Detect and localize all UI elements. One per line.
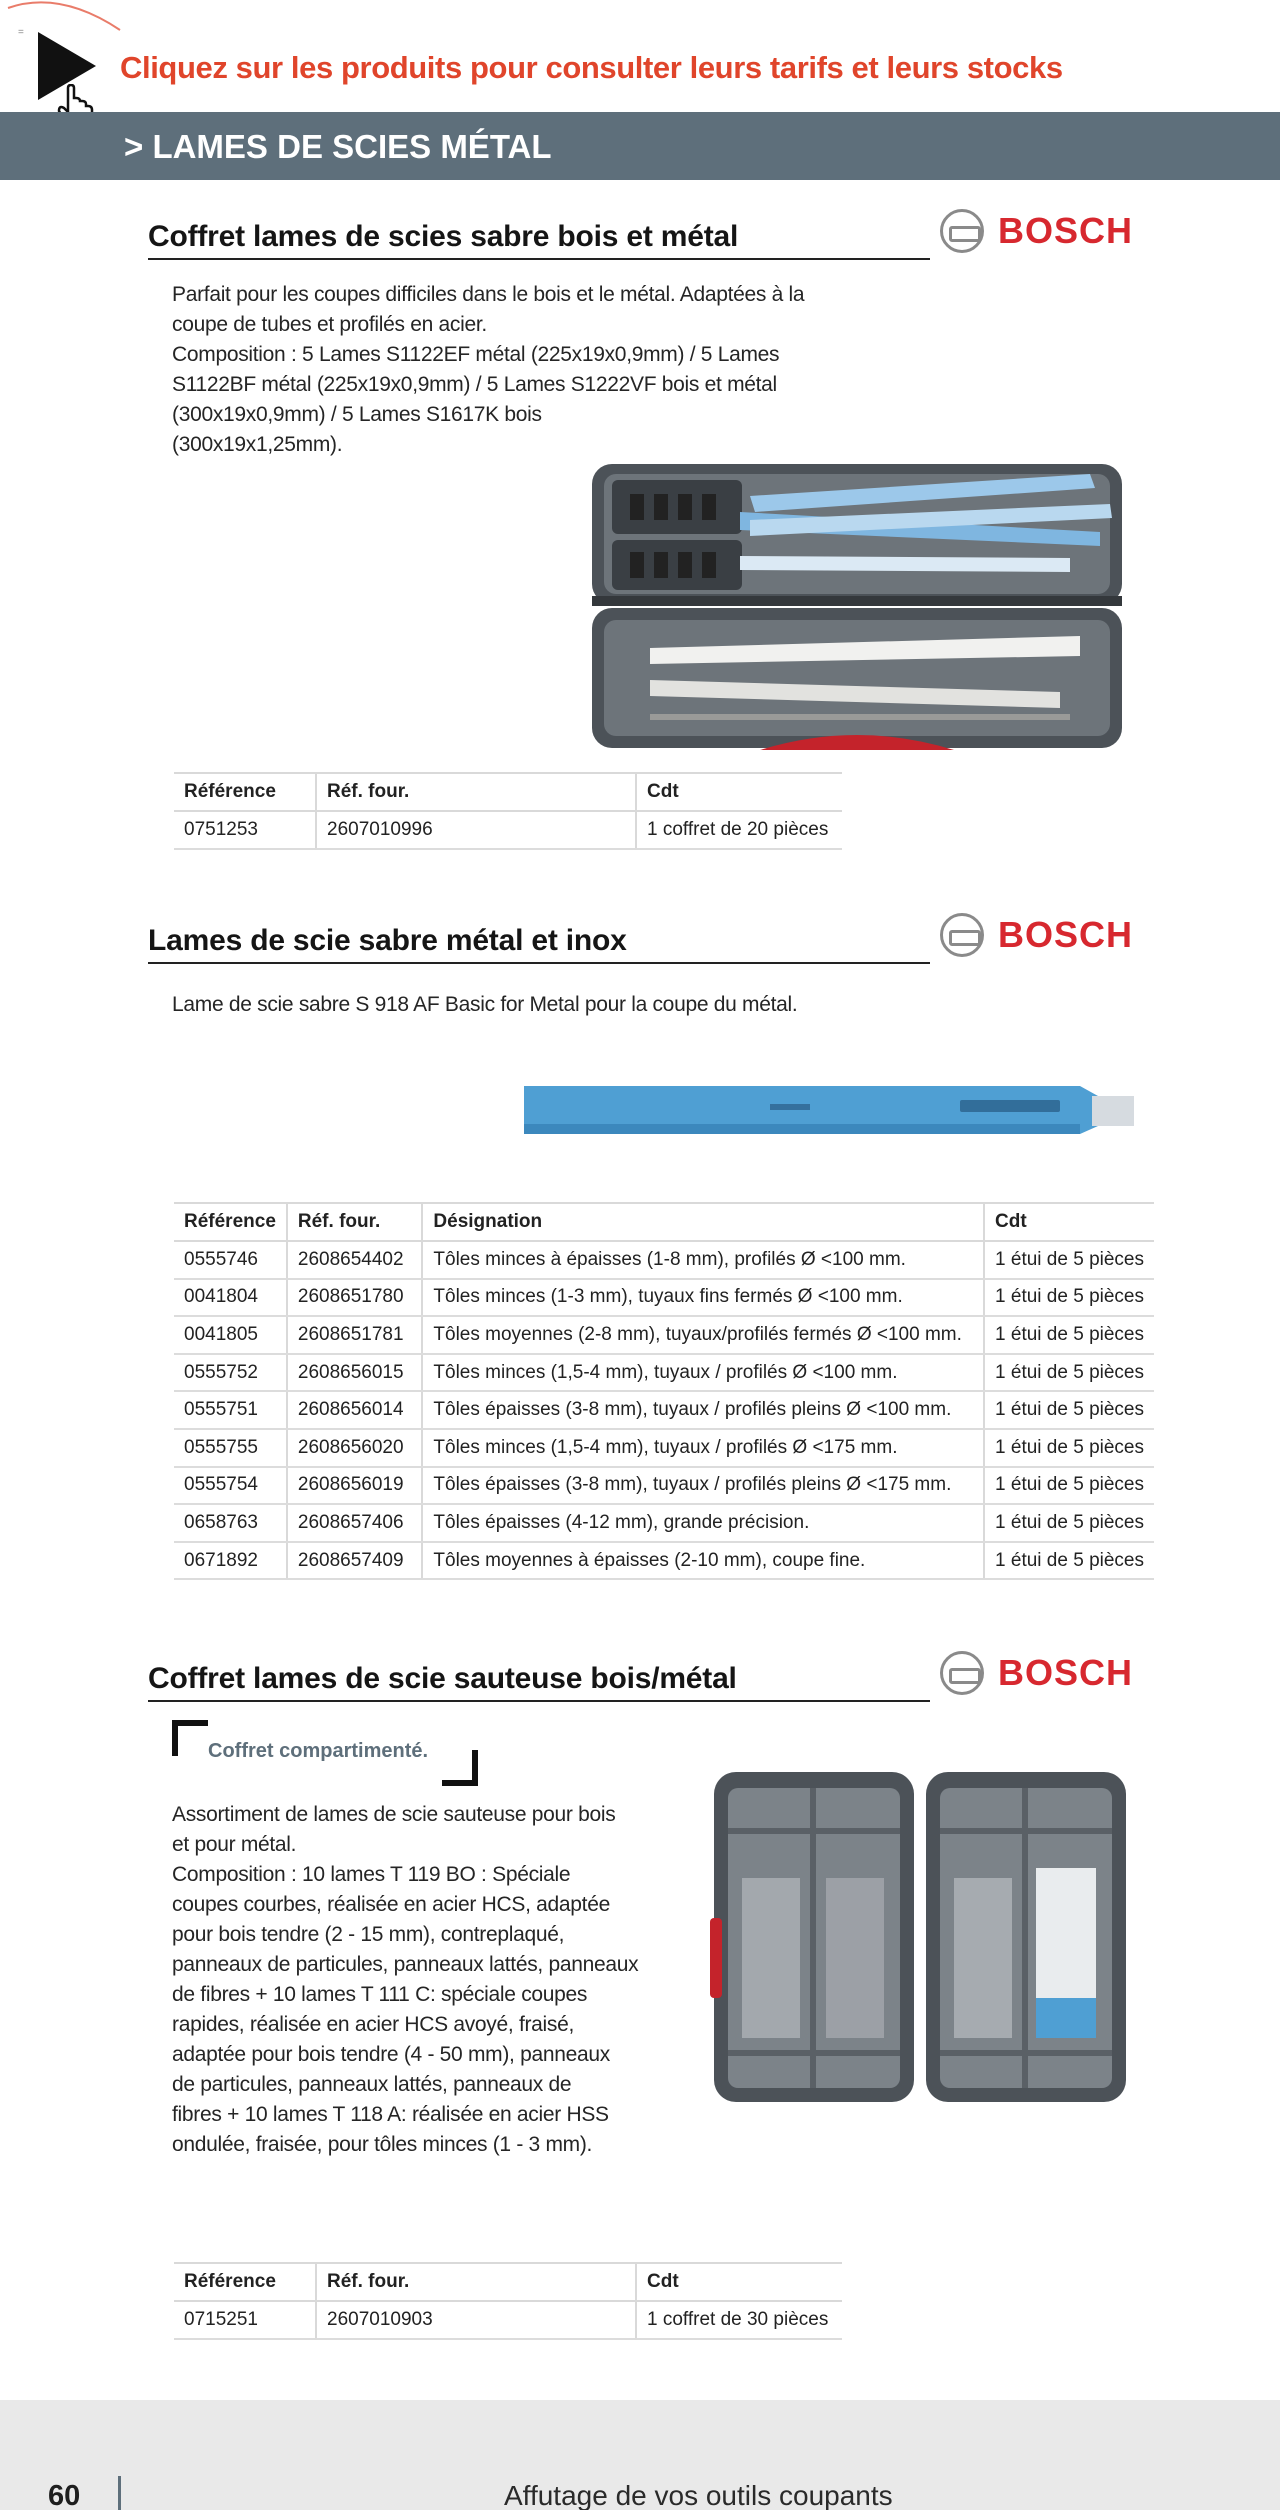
cell-supplier-ref: 2608656014 [287, 1391, 423, 1429]
brand-name: BOSCH [998, 914, 1134, 955]
table-row[interactable] [174, 1467, 1154, 1505]
desc-line: Assortiment de lames de scie sauteuse pour bois [172, 1803, 616, 1826]
cell-designation: Tôles minces (1-3 mm), tuyaux fins fermés Ø <100 mm. [422, 1279, 984, 1317]
desc-line: coupe de tubes et profilés en acier. [172, 313, 487, 336]
brand-logo [940, 1650, 1133, 1696]
desc-line: (300x19x0,9mm) / 5 Lames S1617K bois [172, 403, 542, 426]
brand-logo [940, 208, 1133, 254]
desc-line: et pour métal. [172, 1833, 297, 1856]
col-header: Référence [174, 1203, 287, 1241]
cell-designation: Tôles épaisses (3-8 mm), tuyaux / profilés pleins Ø <100 mm. [422, 1391, 984, 1429]
cell-reference[interactable]: 0555754 [174, 1467, 287, 1505]
col-header: Cdt [636, 2263, 842, 2301]
cell-designation: Tôles épaisses (3-8 mm), tuyaux / profilés pleins Ø <175 mm. [422, 1467, 984, 1505]
jigsaw-blade-case-image[interactable] [710, 1768, 1130, 2108]
col-header: Désignation [422, 1203, 984, 1241]
footer-title: Affutage de vos outils coupants [504, 2480, 893, 2510]
cell-packaging: 1 étui de 5 pièces [984, 1391, 1154, 1429]
cell-packaging: 1 étui de 5 pièces [984, 1542, 1154, 1580]
cell-packaging: 1 étui de 5 pièces [984, 1429, 1154, 1467]
cell-supplier-ref: 2608651781 [287, 1316, 423, 1354]
cell-packaging: 1 étui de 5 pièces [984, 1279, 1154, 1317]
product-description [172, 990, 932, 1020]
table-row[interactable] [174, 1241, 1154, 1279]
cell-packaging: 1 étui de 5 pièces [984, 1467, 1154, 1505]
table-row[interactable] [174, 1279, 1154, 1317]
cell-packaging: 1 étui de 5 pièces [984, 1241, 1154, 1279]
col-header: Réf. four. [316, 773, 636, 811]
col-header: Réf. four. [287, 1203, 423, 1241]
cell-reference[interactable]: 0555755 [174, 1429, 287, 1467]
cta-text[interactable]: Cliquez sur les produits pour consulter leurs tarifs et leurs stocks [120, 50, 1063, 85]
desc-line: coupes courbes, réalisée en acier HCS, adaptée [172, 1893, 610, 1916]
section-title: > LAMES DE SCIES MÉTAL [124, 128, 552, 165]
table-row[interactable] [174, 2301, 842, 2339]
cell-designation: Tôles épaisses (4-12 mm), grande précision. [422, 1504, 984, 1542]
cell-reference[interactable]: 0715251 [174, 2301, 316, 2339]
cell-reference[interactable]: 0555752 [174, 1354, 287, 1392]
reference-table [174, 1202, 1154, 1580]
desc-line: pour bois tendre (2 - 15 mm), contreplaqué, [172, 1923, 565, 1946]
cell-reference[interactable]: 0041805 [174, 1316, 287, 1354]
cell-designation: Tôles moyennes (2-8 mm), tuyaux/profilés fermés Ø <100 mm. [422, 1316, 984, 1354]
col-header: Référence [174, 773, 316, 811]
tag-corner [442, 1750, 478, 1786]
desc-line: Composition : 10 lames T 119 BO : Spéciale [172, 1863, 571, 1886]
desc-line: de particules, panneaux lattés, panneaux de [172, 2073, 572, 2096]
cell-reference[interactable]: 0658763 [174, 1504, 287, 1542]
table-header-row [174, 2263, 842, 2301]
product-title[interactable]: Coffret lames de scies sabre bois et métal [148, 220, 739, 253]
cell-supplier-ref: 2607010996 [316, 811, 636, 849]
product-title[interactable]: Lames de scie sabre métal et inox [148, 924, 627, 957]
brand-logo [940, 912, 1133, 958]
sabre-blade-image[interactable] [520, 1076, 1134, 1140]
desc-line: panneaux de particules, panneaux lattés, panneaux [172, 1953, 639, 1976]
product-title[interactable]: Coffret lames de scie sauteuse bois/métal [148, 1662, 737, 1695]
reference-table [174, 772, 842, 850]
title-rule [148, 258, 930, 260]
cell-reference[interactable]: 0671892 [174, 1542, 287, 1580]
cell-supplier-ref: 2608657406 [287, 1504, 423, 1542]
brand-name: BOSCH [998, 1652, 1134, 1693]
col-header: Réf. four. [316, 2263, 636, 2301]
product-description [172, 280, 832, 460]
cell-supplier-ref: 2608656019 [287, 1467, 423, 1505]
cell-reference[interactable]: 0555751 [174, 1391, 287, 1429]
table-row[interactable] [174, 1542, 1154, 1580]
desc-line: S1122BF métal (225x19x0,9mm) / 5 Lames S1222VF bois et métal [172, 373, 777, 396]
bosch-armature-icon [940, 1651, 984, 1695]
col-header: Cdt [984, 1203, 1154, 1241]
cell-supplier-ref: 2608657409 [287, 1542, 423, 1580]
cell-designation: Tôles moyennes à épaisses (2-10 mm), coupe fine. [422, 1542, 984, 1580]
top-banner [0, 0, 1280, 180]
table-row[interactable] [174, 1316, 1154, 1354]
product-description [172, 1800, 692, 2160]
cell-designation: Tôles minces (1,5-4 mm), tuyaux / profilés Ø <100 mm. [422, 1354, 984, 1392]
table-header-row [174, 773, 842, 811]
col-header: Référence [174, 2263, 316, 2301]
page-number: 60 [48, 2480, 81, 2510]
brand-name: BOSCH [998, 210, 1134, 251]
desc-line: Lame de scie sabre S 918 AF Basic for Metal pour la coupe du métal. [172, 993, 798, 1016]
desc-line: Parfait pour les coupes difficiles dans le bois et le métal. Adaptées à la [172, 283, 805, 306]
cell-supplier-ref: 2608651780 [287, 1279, 423, 1317]
cell-reference[interactable]: 0751253 [174, 811, 316, 849]
sabre-blade-case-image[interactable] [590, 460, 1125, 760]
table-row[interactable] [174, 1504, 1154, 1542]
cell-packaging: 1 étui de 5 pièces [984, 1316, 1154, 1354]
desc-line: de fibres + 10 lames T 111 C: spéciale coupes [172, 1983, 588, 2006]
desc-line: ondulée, fraisée, pour tôles minces (1 - 3 mm). [172, 2133, 593, 2156]
cell-supplier-ref: 2608654402 [287, 1241, 423, 1279]
bosch-armature-icon [940, 209, 984, 253]
cell-supplier-ref: 2607010903 [316, 2301, 636, 2339]
table-row[interactable] [174, 1354, 1154, 1392]
cell-supplier-ref: 2608656015 [287, 1354, 423, 1392]
reference-table [174, 2262, 842, 2340]
bosch-armature-icon [940, 913, 984, 957]
feature-tag-text: Coffret compartimenté. [208, 1740, 429, 1762]
cell-packaging: 1 étui de 5 pièces [984, 1504, 1154, 1542]
desc-line: adaptée pour bois tendre (4 - 50 mm), panneaux [172, 2043, 610, 2066]
col-header: Cdt [636, 773, 842, 811]
cell-supplier-ref: 2608656020 [287, 1429, 423, 1467]
desc-line: fibres + 10 lames T 118 A: réalisée en acier HSS [172, 2103, 609, 2126]
desc-line: (300x19x1,25mm). [172, 433, 343, 456]
table-header-row [174, 1203, 1154, 1241]
cell-designation: Tôles minces (1,5-4 mm), tuyaux / profilés Ø <175 mm. [422, 1429, 984, 1467]
page-separator [118, 2476, 121, 2510]
feature-tag [172, 1720, 478, 1786]
desc-line: rapides, réalisée en acier HCS avoyé, fraisé, [172, 2013, 575, 2036]
cell-designation: Tôles minces à épaisses (1-8 mm), profilés Ø <100 mm. [422, 1241, 984, 1279]
cell-reference[interactable]: 0555746 [174, 1241, 287, 1279]
cell-packaging: 1 étui de 5 pièces [984, 1354, 1154, 1392]
tag-corner [172, 1720, 208, 1756]
table-row[interactable] [174, 811, 842, 849]
cell-packaging: 1 coffret de 20 pièces [636, 811, 842, 849]
title-rule [148, 1700, 930, 1702]
cell-packaging: 1 coffret de 30 pièces [636, 2301, 842, 2339]
cell-reference[interactable]: 0041804 [174, 1279, 287, 1317]
table-row[interactable] [174, 1391, 1154, 1429]
desc-line: Composition : 5 Lames S1122EF métal (225x19x0,9mm) / 5 Lames [172, 343, 780, 366]
table-row[interactable] [174, 1429, 1154, 1467]
title-rule [148, 962, 930, 964]
menu-icon[interactable]: = [18, 27, 24, 38]
